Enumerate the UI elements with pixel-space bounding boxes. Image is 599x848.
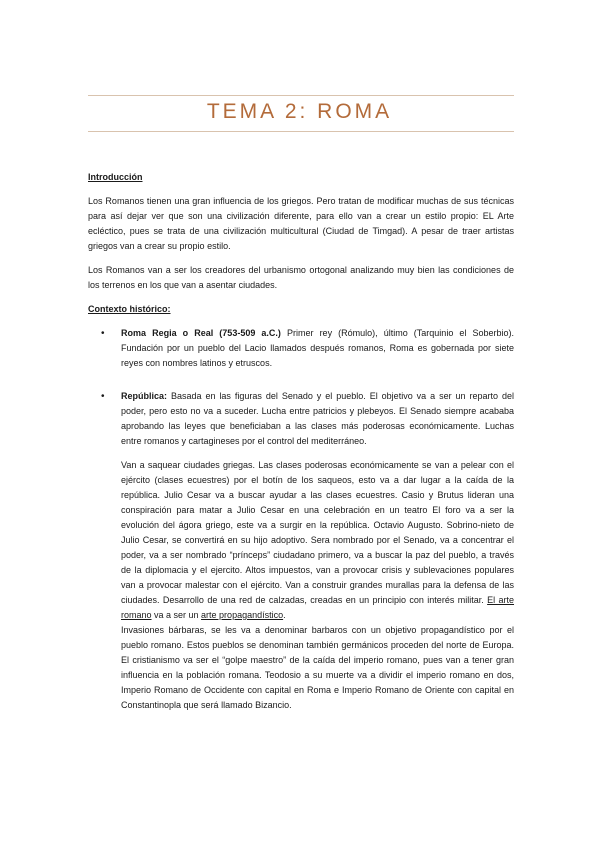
context-heading: Contexto histórico: (88, 304, 171, 314)
bullet-dot-icon: • (101, 328, 105, 339)
title-rule-bottom (88, 131, 514, 132)
bullet-republica-text: Basada en las figuras del Senado y el pueblo. El objetivo va a ser un reparto del poder, pero esto no va a suceder. Lucha entre patricios y plebeyos. El Senado siempre acababa aprobando las leyes que beneficiaban a las clases más poderosas económicamente. Luchas entre romanos y cartagineses por el control del mediterráneo. (121, 391, 514, 446)
intro-heading: Introducción (88, 172, 143, 182)
intro-paragraph-1: Los Romanos tienen una gran influencia de los griegos. Pero tratan de modificar muchas de sus técnicas para así dejar ver que son una civilización diferente, para ello van a crear un estilo propio: EL Arte ecléctico, pues se trata de una civilización multicultural (Ciudad de Timgad). A pesar de traer artistas griegos van a crear su propio estilo. (88, 196, 514, 251)
link-arte-romano: El arte romano (121, 595, 515, 620)
page-title: TEMA 2: ROMA (206, 100, 393, 123)
bullet-republica-label: República: (121, 391, 168, 401)
context-paragraph-3: Van a saquear ciudades griegas. Las clases poderosas económicamente se van a pelear con el ejército (clases ecuestres) por el botín de los saqueos, esto va a dar lugar a la caída de la república. Julio Cesar va a buscar ayudar a las clases ecuestres. Casio y Brutus lideran una conspiración para matar a Julio Cesar en una celebración en un teatro El foro va a ser la evolución del ágora griego, este va a surgir en la república. Octavio Augusto. Sobrino-nieto de Julio Cesar, se convertirá en su hijo adoptivo. Sera nombrado por el Senado, va a concentrar el poder, va a ser nombrado “prínceps” ciudadano primero, va a buscar la paz del pueblo, a través de la diplomacia y el ejercito. Altos impuestos, van a provocar crisis y sublevaciones populares van a provocar malestar con el ejército. Van a construir grandes murallas para la defensa de las ciudades. Desarrollo de una red de calzadas, creadas en un principio con interés militar. El arte romano va a ser un arte propagandístico. (121, 460, 515, 620)
bullet-roma-regia-label: Roma Regia o Real (753-509 a.C.) (121, 328, 281, 338)
bullet-roma-regia-text: Primer rey (Rómulo), último (Tarquinio el Soberbio). Fundación por un pueblo del Lacio llamados después romanos, Roma es gobernada por siete reyes con nombres latinos y etruscos. (121, 328, 514, 368)
intro-paragraph-2: Los Romanos van a ser los creadores del urbanismo ortogonal analizando muy bien las condiciones de los terrenos en los que van a asentar ciudades. (88, 265, 514, 290)
context-paragraph-4: Invasiones bárbaras, se les va a denominar barbaros con un objetivo propagandístico por el pueblo romano. Estos pueblos se denominan también germánicos proceden del norte de Europa. El cristianismo va ser el “golpe maestro” de la caída del imperio romano, pues van a tener gran influencia en la población romana. Teodosio a su muerte va a dividir el imperio romano en dos, Imperio Romano de Occidente con capital en Roma e Imperio Romano de Oriente con capital en Constantinopla que será llamado Bizancio. (121, 625, 514, 710)
bullet-dot-icon: • (101, 391, 105, 402)
bullet-republica (88, 389, 514, 449)
title-rule-top (88, 95, 514, 96)
link-arte-propagandistico: arte propagandístico (201, 610, 284, 620)
context-continuation (88, 458, 514, 713)
document-body (88, 170, 514, 713)
bullet-roma-regia (88, 326, 514, 371)
